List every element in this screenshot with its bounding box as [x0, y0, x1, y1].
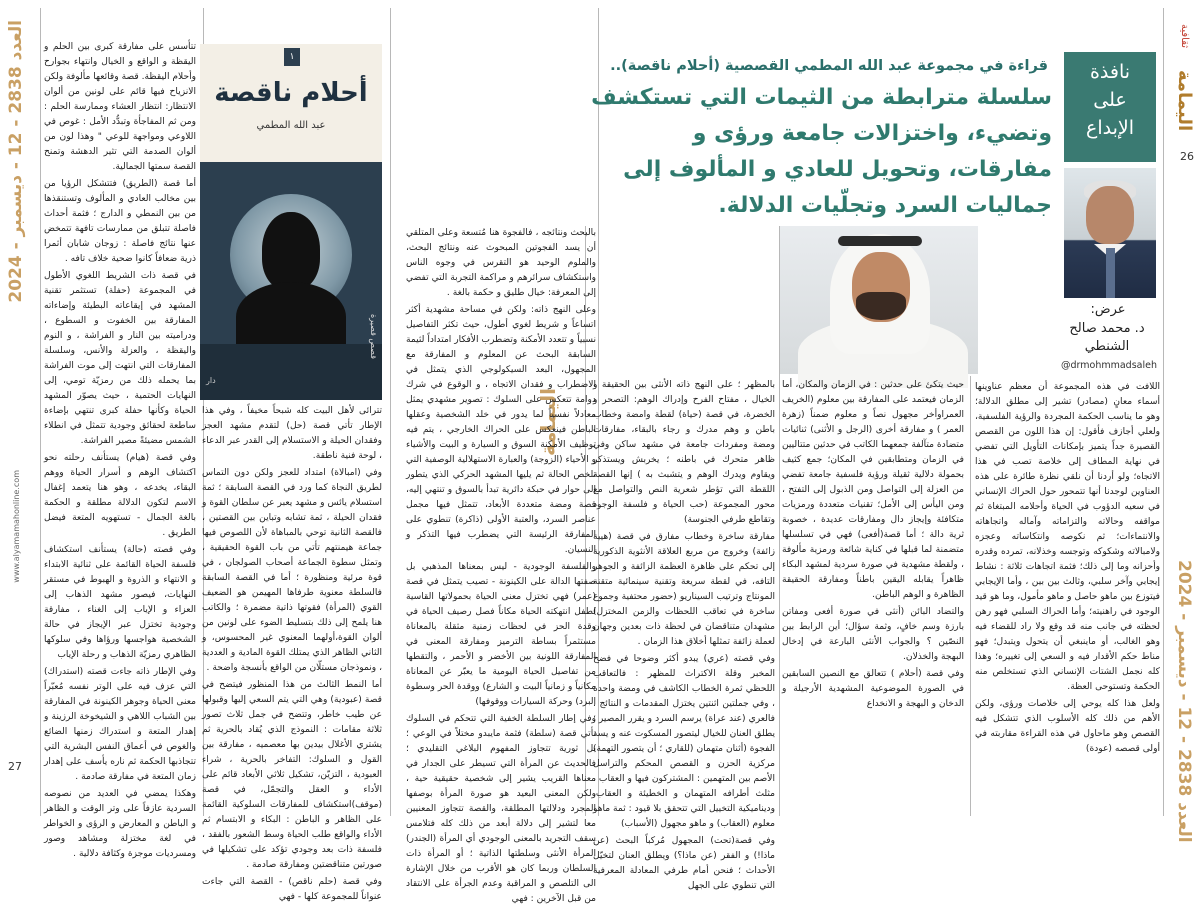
section-label: ثقافية [1179, 24, 1190, 49]
right-rail [1164, 0, 1200, 843]
column-divider [390, 8, 391, 816]
paragraph: وفي قصة (هيام) يستأنف رحلته نحو اكتشاف الوهم و أسرار الحياة ووهم البقاء، يخدعه ، وهو هنا يتعمد إغفال الاسم لتكون الدلالة مطلقة و الحكمة بالغة الجمال - تستهويه المتعة فيضل الطريق . [44, 453, 196, 538]
paragraph: والفلسفة الوجودية - ليس بمعناها المذهبي بل صفتها الدالة على الكينونة - تصيب يتمثل في قصة (عمر) فهي تختزل معنى الحياة بحمولاتها القاسية لطفل انتهكته الحياة مكاناً فصل رصيف الحياة في وقدة الحز في لحظات زمنية مثقلة بالمعاناة مستثمراً بساطة الترميز ومفارقة المعنى في المفارقة اللونية بين الأخضر و الأحمر ، والتقطها من تفاصيل الحياة اليومية ما يعبّر عن المعاناة مكانياً و زمانياً البيت و الشارع) ووقدة الحر وسطوة البرد) وحركة السيارات ووقوفها) [406, 562, 596, 707]
badge-line: الإبداع [1086, 117, 1134, 139]
right-issue-label: العدد 2838 - 12 - ديسمبر - 2024 [1174, 560, 1194, 843]
article-headline: سلسلة مترابطة من الثيمات التي تستكشف وتضيء، واختزالات جامعة ورؤى و مفارقات، وتحويل للعادي و المألوف إلى جماليات السرد وتجلّيات الدلالة. [591, 85, 1052, 218]
left-issue-label: العدد 2838 - 12 - ديسمبر - 2024 [6, 20, 26, 303]
paragraph: وفي قصته (عري) يبدو أكثر وضوحا في فضح المخبر وقلة الاكتراث للمظهر : فالتعاقب اللحظي ثمرة الخطاب الكاشف في ومضة واحدة ، وفي جملتين اثنتين يختزل المقدمات و النتائج ، فالعري (عند عراة) يرسم السرد و يقرر المصير ؛ يطلق العنان للخيال ليتصور المسكوت عنه و يسد الفجوة (أثنان متهمان (للقاري ؛ أن يتصور التهمة) مركزية الحزن و القصص المحكم والتراسل الأصم بين المتهمين : المشتركون فيها و العقاب ، مثلث أطرافه المتهمان و الخطيئة و العقاب، وديناميكية التخييل التي تتحقق بلا قيود : ثمة ماهو معلوم (العقاب) و ماهو مجهول (الأسباب) [593, 654, 775, 829]
paragraph: في قصة ذات الشريط اللغوي الأطول في المجموعة (حفلة) تستثمر تقنية المشهد في إيقاعاته البطيئة وإضاءاته المفارقة بين الخفوت و السطوع ، ودراميته بين النار و الفراشة ، و النوم واليقظة ، والعزلة والأنس، وسلسلة المفارقات التي انتهت إلى موت الفراشة بما يحمله ذلك من رمزيّة تومي، إلى النهايات الحتمية ، حيث يصوّر المشهد الحياة وكأنها حفلة كبرى تنتهي بإضاءة ساطعة لحقائق وجودية تتمثل في انطلاء الشمس مضيئةً مصير الفراشة. [44, 271, 196, 446]
paragraph: بالمظهر ؛ على النهج ذاته الأنثى بين الحقيقة و الخيال ، مفتاح الفرح وإدراك الوهم: التصحر و الخضرة، في قصة (حياة) لقطة وامضة وخطاب باطن و وهم مدرك و رجاء بالبقاء، مفارقات ومضة ومفردات جامعة في مشهد ساكن وفي ظاهر متحرك في باطنه ؛ يخربش ويستذكر ويقاوم ويدرك الوهم و يتشبث به ) إنها القصة اللقطة التي تؤطر شعرية النص والتواصل مع محور المجموعة (حب الحياة و فلسفة الوجود وتقاطع طرفي الجنوسة) [593, 380, 775, 525]
text-column-2 [782, 378, 964, 820]
author-name: د. محمد صالح الشنطي [1069, 321, 1145, 354]
column-badge [1064, 52, 1156, 162]
left-page-number: 27 [8, 760, 22, 773]
writer-portrait [780, 226, 978, 374]
magazine-logo: اليمامة [1174, 70, 1195, 132]
book-cover [200, 44, 382, 400]
text-column-3 [593, 378, 775, 891]
divider [1163, 8, 1164, 816]
column-divider [970, 376, 971, 816]
paragraph: وفي قصة (حلم ناقص) - القصة التي جاءت عنواناً للمجموعة كلها - فهي [202, 877, 382, 902]
paragraph: وفي (امبالاة) امتداد للعجز ولكن دون التماس لطريق النجاة كما ورد في القصة السابقة ؛ ثمة استسلام يائس و مشهد يعبر عن سلطان القوة و فقدان الحيلة ، ثمة تشابه وتباين بين القصتين ، فالقصة الثانية توحي بالمباهاة لأن اللصوص فيها جماعة هيمنتهم تأتي من باب القوة الحقيقية ، وتمثل سطوة الجماعة أصحاب الصولجان ، في قوة مرئية ومنظورة ؛ أما في القصة السابقة فالسلطة معنوية طرفاها المهيمن هو الضعيف القوي (المرأة) فقوتها ذاتية مضمرة ؛ والكاتب هنا يلمح إلى ذلك بتسليط الضوء على لونين من ألوان القوة،أولهما المعنوي غير المحسوس، و الثاني الظاهر الذي يمتلك القوة المادية و العددية ، ونموذجان مستلّان من الواقع بأنسجة واضحة . [202, 468, 382, 673]
paragraph: وفي قصته (حالة) يستأنف استكشاف فلسفة الحياة القائمة على ثنائية الابتداء و الانتهاء و الذروة و الهبوط في مستقر النهايات، فيصور مشهد الذهاب إلى العزاء و الإياب إلى الغناء ، مفارقة وجودية تختزل عبر الإيجاز في حالة الشخصية هواجسها ورؤاها وفي سلوكها الظاهري رمزيّة الذهاب و رحلة الإياب [44, 545, 196, 660]
text-column-4 [406, 226, 596, 904]
paragraph: تترائى لأهل البيت كله شبحاً مخيفاً ، وفي هذا الإطار تأتي قصة (حل) لتقدم مشهد العجز وفقدان الحيلة و الاستسلام إلى القدر عبر الدعاء ، لوحة فنية ناطقة. [202, 406, 382, 461]
book-author: عبد الله المطمي [256, 120, 326, 131]
book-side-label: قصص قصيرة [369, 314, 378, 359]
text-column-5 [44, 40, 196, 859]
badge-line: نافذة [1089, 61, 1131, 83]
paragraph: أما قصة (الطريق) فتتشكل الرؤيا من بين مخالب العادي و المألوف وتستنقذها من بين النمطي و الدارج ؛ فثمة أحداث فاصلة تتبلق من ممارسات تافهة تتمخض عنها نتائج فاصلة : زوجان شابان أثمرا ذرية ضعافاً كانوا ضحية خلاف تافه . [44, 179, 196, 264]
author-photo [1064, 168, 1156, 298]
book-title: أحلام ناقصة [214, 78, 368, 108]
center-logo: اليمامة [536, 388, 560, 456]
right-page-number: 26 [1180, 150, 1194, 163]
left-rail [0, 0, 40, 825]
article-kicker: قراءة في مجموعة عبد الله المطمي القصصية (أحلام ناقصة).. [610, 58, 1048, 74]
paragraph: وفي إطار السلطة الخفية التي تتحكم في السلوك تأتي قصة (سلطة) فثمة مايبدو مختلاً في الوعي ؛ بل ثورية تتجاوز المفهوم البلاغي التقليدي ؛ فالحديث عن المرأة التي تسيطر على الجدار في معناها القريب يشير إلى شخصية حقيقية حية ، ولكن المعنى البعيد هو صورة المرأة بوصفها المجرد ودلالتها المطلقة، والقصة تتجاوز المعنيين معا لتشير إلى دلالة أبعد من ذلك كله فتلامس سقف التجريد بالمعنى الوجودي أي المرأة (الجندر) المرأة الأنثى وسلطتها الذاتية ؛ أو المرأة ذات السلطان وربما كان هو الأقرب من خلال الإشارة الى التلصص و المراقبة وعدم الجرأة على الانتقاد من قبل الآخرين : فهي [406, 714, 596, 904]
website-label: www.alyamamahonline.com [12, 470, 21, 583]
paragraph: وفي الإطار ذاته جاءت قصته (استدراك) التي عزف فيه على الوتر نفسه مُعبّراً معنى الحياة وجوهر الكينونة في المفارقة بين الشباب اللاهي و الشيخوخة الرزينة و إهدار المتعة و استدراك زمنها الضائع والغوص في أعماق النفس البشرية التي تتجاذبها الحكمة ثم ناره يأسف على إهدار زمان المتعة في مفارقة صادمة . [44, 667, 196, 782]
divider [40, 8, 41, 816]
paragraph: وهكذا يمضي في العديد من نصوصه السردية عازفاً على وتر الوقت و الظاهر و الباطن و المعارض و الرؤى و الخواطر في لغة مختزلة ومشاهد وصور ومسرديات موجزة وكثافة دلالية . [44, 789, 196, 859]
paragraph: مفارقة ساخرة وخطاب مفارق في قصة (هيبة زائفة) وخروج من مربع العلاقة الأنثوية الذكورية إلى تحكم على ظاهرة العظمة الزائفة و الجوهر التافه، في لقطة سريعة وتقنية سينمائية متقنة المونتاج وترتيب السيناريو (حضور محتفية وجموع ساخرة في تعاقب اللحظات والزمن المختزل) مشهدان متناقضان في لحظة ذات بعدين وجهان لعملة زائفة تمثلها أخلاق هذا الزمان . [593, 532, 775, 647]
paragraph: ولعل هذا كله يوحي إلى خلاصات ورؤى، ولكن الأهم من ذلك كله الأسلوب الذي تتشكل فيه القصص وهو ماحاول في هذه القراءة مقاربته في أولى قصصه (عودة) [975, 699, 1160, 754]
paragraph: تتأسس على مفارقة كبرى بين الحلم و اليقظة و الواقع و الخيال وانتهاء بجوارح وأحلام اليقظة. قصة وقائعها مألوفة ولكن الانزياح فيها قائم على لونين من ألوان الانتظار: انتظار العشاء وممارسة الحلم : ومن ثم المفاجأة وتبدُّد الأمل : غوص في اللاوعي ومواجهة للوعي " وهذا لون من ألوان الصدمة التي تثير الدهشة وتمنح القصة سمتها الجمالية. [44, 42, 196, 172]
book-number: ١ [284, 48, 300, 66]
paragraph: وفي قصة(تحت) المجهول مُركباً البحث (عن ماذا!) و الفقر (عن ماذا؟) ويطلق العنان لتخيّل الأحداث ؛ فنحن أمام طرفي المعادلة المعرفية التي تنطوي على الجهل [593, 836, 775, 891]
paragraph: اللافت في هذه المجموعة أن معظم عناوينها أسماء معانٍ (مصادر) تشير إلى مطلق الدلالة؛ وهو ما يناسب الحكمة المجردة والرؤية الفلسفية، ولعلي أجازف فأقول: إن هذا اللون من القصص القصيرة جداً يتميز بإمكانات التأويل التي تفضي في نهاية المطاف إلى خلاصة تصب في هذا الاتجاه؛ ولو أردنا أن نلقي نظرة طائرة على هذه العناوين لوجدنا أنها تتمحور حول الحراك الإنساني في سعيه الدؤوب في الحياة وأحلامه المبتغاة ثم مواقفه وحالاته والتزاماته وآماله واتجاهاته والانتماءات؛ ثم نكوصه وانتكاساته وعجزه ولامبالاته وشكوكه وتوجسه وخذلانه، تمرده وقدره وأحزانه وما إلى ذلك؛ فثمة اتجاهات ثلاثة : نشاط إيجابي وآخر سلبي، وثالث بين بين ، وأما الإيجابي فيتوزع بين ماهو حاصل و ماهو مأمول، وما هو قيد الوجود في راهنيته؛ وأما الحراك السلبي فهو رهن لحظته في جانب منه قد وقع ولا راد للقضاء فيه وهو الغالب، أو ماينبغي أن يتحول ويتبدل؛ فهو مناط حكم الأقدار فيه و السعي إلى تغييره؛ وهذا كله نجمل الشتات الإنساني الذي تستخلص منه الحكمة وتستوحى العظة. [975, 382, 1160, 692]
paragraph: وعلى النهج ذاته: ولكن في مساحة مشهدية أكثر اتساعاً و شريط لغوي أطول، حيث تكثر التفاصيل نسبياً و تتعدد الأمكنة وتضطرب الأفكار امتداداً لثيمة السابقة البحث عن المعلوم و المفارقة مع المجهول، البعد السيكولوجي الذي يتمثل في الاضطراب و فقدان الاتجاه ، و الوقوع في شرك دوامة تتعكس على السلوك : تصوير مشهدي يمثل معادلاً نفسياً لما يدور في خلد الشخصية وعقلها الباطن فينعكس على الحراك الخارجي ، يتم فيه توظيف الأمكنة السوق و السيارة و البيت والأشياء و الأحياء (الزوجة) والعبارة الاستهلالية الوصفية التي تلخص الحالة ثم يليها المشهد الحركي الذي يتطور إلى حوار في حبكة دائرية تبدأ بالسوق و تنتهي إليه، قصة ومضة متعددة الأبعاد، تتمثل فيها مجمل عناصر السرد، والعتبة الأولى (ذاكرة) تنطوي على المفارقة الرئيسة التي يضطرب فيها التذكر و النسيان. [406, 305, 596, 555]
paragraph: حيث يتكئ على حدثين : في الزمان والمكان، أما الزمان فيعتمد على المفارقة بين معلوم (الخريف العمراوأخر مجهول نصاً و معلوم ضمناً (زهرة العمر ) و مفارقة أخرى (الرجل و الأثنى) ثنائيات متضادة متآلفة جمعهما الكاتب في حدثين متتاليين في الزمان ومتطابقين في المكان؛ جمع كثيف بحمولة دلالية ثقيلة ورؤية فلسفية جامعة تفضي من العزلة إلى التواصل ومن الذبول إلى التفتح ، ومن اليأس إلى الأمل؛ تقنيات متعددة ورمزيات متكافئة وإيجاز دال ومفارقات عديدة ، خصوبة ثرية دالة ؛ أما قصة(أفعى) فهي في تسلسلها متضمنة لما قبلها في كناية شائعة ورمزية مألوفة ، ولقطة مشهدية في صورة سردية لمشهد البكاء ظاهراً يقابله اليقين باطناً ومفارقة الحقيقة الظاهرة و الوهم الباطن. [782, 380, 964, 600]
paragraph: بالبحث ونتائجه ، فالفجوة هنا مُتسعة وعلى المتلقي أن يسد الفجوتين المبحوث عنه ونتائج البحث، والملوم الوحيد هو التقرس في وجوه الناس واستكشاف سرائرهم و مراكمة التجربة التي تفضي إلى المعرفة: خيال طليق و حكمة بالغة . [406, 228, 596, 298]
paragraph: وفي قصة (أحلام ) تتعالق مع النصين السابقين في الصورة الموضوعية المشهدية الأرجيلة و الدخان و البهجة و الانخداع [782, 669, 964, 709]
text-column-1 [975, 380, 1160, 820]
book-publisher: دار [206, 376, 216, 385]
text-column-6 [202, 404, 382, 902]
badge-line: على [1093, 89, 1127, 111]
author-label: عرض: [1090, 302, 1126, 317]
author-handle: @drmohmmadsaleh [1061, 360, 1157, 371]
paragraph: والتضاد البائن (أنثى في صورة أفعى ومفاتن بارزة وسم خافٍ، وثمة سؤال؛ أين الرابط بين النصّين ؟ والجواب الأنثى البارعة في إدخال البهجة والخذلان. [782, 607, 964, 662]
paragraph: أما النمط الثالث من هذا المنظور فيتضح في قصة (عبودية) وهي التي يتم السعي إليها وقبولها عن طيب خاطر، وتتضح في جمل ثلاث تصور ثلاثة مقامات : النموذج الذي يُقاد بالحرية ثم يشتري الأغلال بيدين بها معصميه ، مفارقة بين القول و السلوك: التفاخر بالحرية ، شراء العبودية ، التزيّن، تشكيل ثلاثي الأبعاد قائم على الأداء و العقل والتجمّل، في قصة (موقف)استكشاف للمفارقات السلوكية القائمة على الظاهر و الباطن : البكاء و الابتسام ثم الأداء والواقع طلب الحياة وسط الشعور بالفقد ، فلسفة ذات بعد وجودي تؤكد على تشكيلها في صورتين متناقضتين ومفارقة صادمة . [202, 680, 382, 870]
